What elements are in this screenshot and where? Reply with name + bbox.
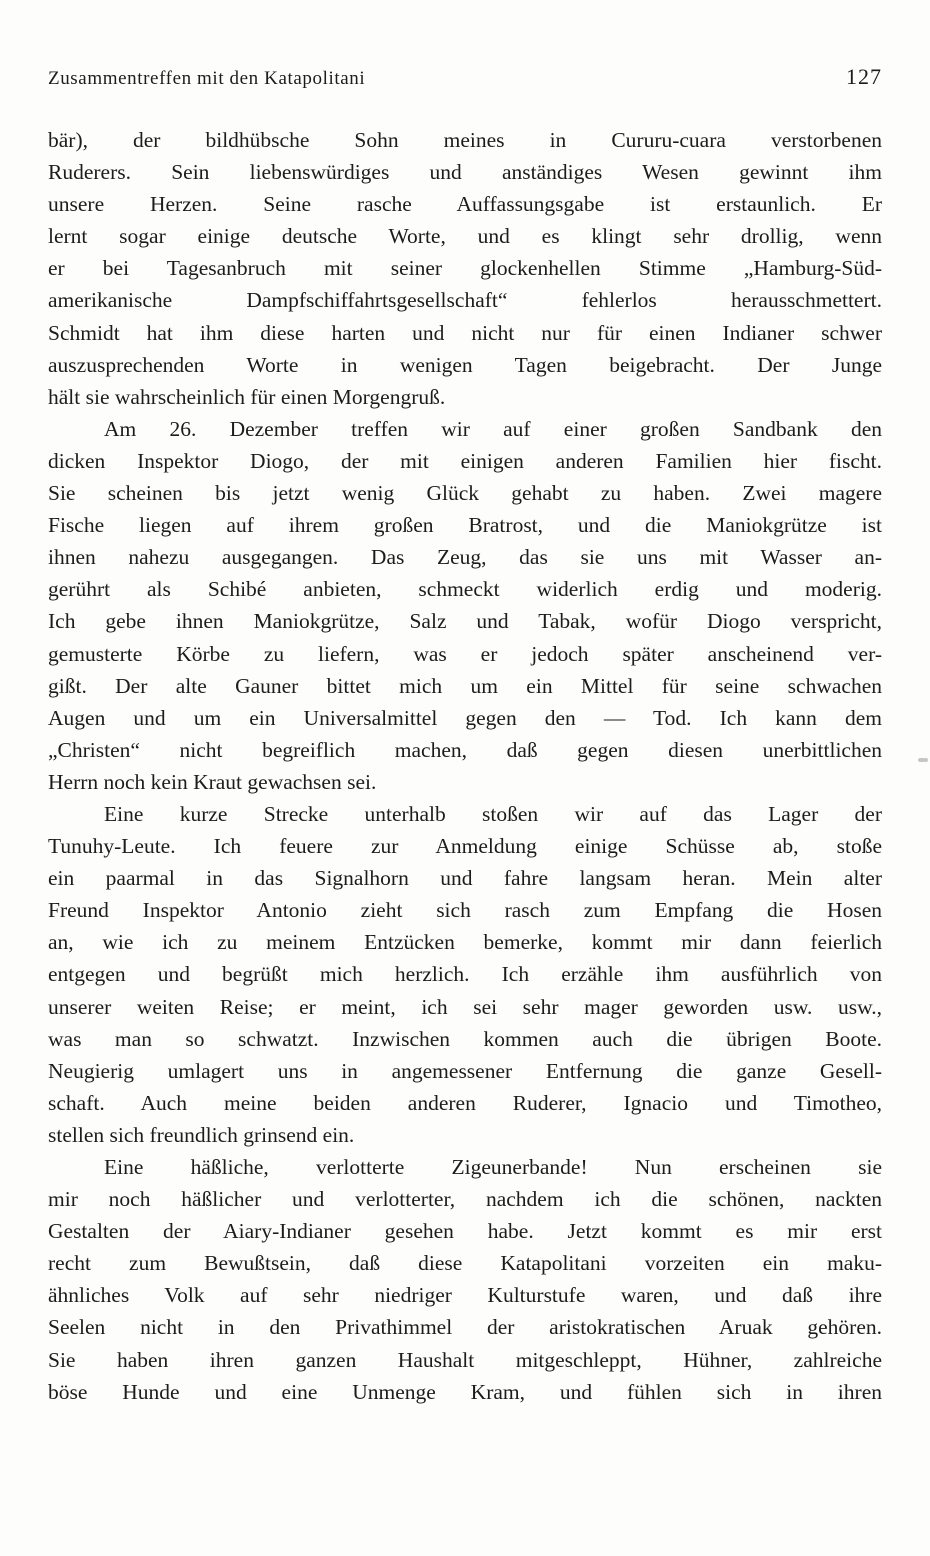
text-line: mir noch häßlicher und verlotterter, nachdem ich die schönen, nackten <box>48 1187 882 1212</box>
text-line: Am 26. Dezember treffen wir auf einer großen Sandbank den <box>104 416 882 441</box>
text-line: Sie haben ihren ganzen Haushalt mitgeschleppt, Hühner, zahlreiche <box>48 1347 882 1372</box>
text-line: Seelen nicht in den Privathimmel der aristokratischen Aruak gehören. <box>48 1315 882 1340</box>
text-line: entgegen und begrüßt mich herzlich. Ich erzähle ihm ausführlich von <box>48 962 882 987</box>
text-line: schaft. Auch meine beiden anderen Ruderer, Ignacio und Timotheo, <box>48 1090 882 1115</box>
text-line: recht zum Bewußtsein, daß diese Katapolitani vorzeiten ein maku- <box>48 1251 882 1276</box>
text-line: Neugierig umlagert uns in angemessener Entfernung die ganze Gesell- <box>48 1058 882 1083</box>
text-line: Augen und um ein Universalmittel gegen den — Tod. Ich kann dem <box>48 705 882 730</box>
page-header <box>48 64 882 90</box>
text-line: unserer weiten Reise; er meint, ich sei sehr mager geworden usw. usw., <box>48 994 882 1019</box>
text-line: er bei Tagesanbruch mit seiner glockenhellen Stimme „Hamburg-Süd- <box>48 256 882 281</box>
text-line: amerikanische Dampfschiffahrtsgesellschaft“ fehlerlos herausschmettert. <box>48 288 882 313</box>
text-line: Eine häßliche, verlotterte Zigeunerbande! Nun erscheinen sie <box>104 1155 882 1179</box>
text-line: auszusprechenden Worte in wenigen Tagen beigebracht. Der Junge <box>48 352 882 377</box>
text-line: ihnen nahezu ausgegangen. Das Zeug, das sie uns mit Wasser an- <box>48 545 882 570</box>
text-line: Eine kurze Strecke unterhalb stoßen wir auf das Lager der <box>104 801 882 826</box>
text-line: Tunuhy-Leute. Ich feuere zur Anmeldung einige Schüsse ab, stoße <box>48 834 882 859</box>
text-line: ein paarmal in das Signalhorn und fahre langsam heran. Mein alter <box>48 866 882 891</box>
text-line: Ich gebe ihnen Maniokgrütze, Salz und Tabak, wofür Diogo verspricht, <box>48 609 882 634</box>
text-line: Freund Inspektor Antonio zieht sich rasch zum Empfang die Hosen <box>48 898 882 923</box>
running-title: Zusammentreffen mit den Katapolitani <box>48 68 366 89</box>
text-line: unsere Herzen. Seine rasche Auffassungsgabe ist erstaunlich. Er <box>48 192 882 217</box>
text-line: lernt sogar einige deutsche Worte, und es klingt sehr drollig, wenn <box>48 224 882 249</box>
scan-artifact-mark <box>918 758 928 762</box>
text-line: Gestalten der Aiary-Indianer gesehen habe. Jetzt kommt es mir erst <box>48 1219 882 1244</box>
text-line: böse Hunde und eine Unmenge Kram, und fühlen sich in ihren <box>48 1379 882 1404</box>
text-line: „Christen“ nicht begreiflich machen, daß gegen diesen unerbittlichen <box>48 737 882 762</box>
text-line: gißt. Der alte Gauner bittet mich um ein Mittel für seine schwachen <box>48 673 882 698</box>
text-line: gerührt als Schibé anbieten, schmeckt widerlich erdig und moderig. <box>48 577 882 602</box>
text-line: Fische liegen auf ihrem großen Bratrost, und die Maniokgrütze ist <box>48 513 882 538</box>
text-line: ähnliches Volk auf sehr niedriger Kulturstufe waren, und daß ihre <box>48 1283 882 1308</box>
text-line: hält sie wahrscheinlich für einen Morgengruß. <box>48 384 446 409</box>
text-line: stellen sich freundlich grinsend ein. <box>48 1122 355 1147</box>
text-line: Schmidt hat ihm diese harten und nicht nur für einen Indianer schwer <box>48 320 882 345</box>
text-line: Sie scheinen bis jetzt wenig Glück gehabt zu haben. Zwei magere <box>48 481 882 506</box>
text-block <box>48 124 882 1408</box>
text-line: Ruderers. Sein liebenswürdiges und anständiges Wesen gewinnt ihm <box>48 160 882 185</box>
text-line: an, wie ich zu meinem Entzücken bemerke, kommt mir dann feierlich <box>48 930 882 955</box>
text-line: was man so schwatzt. Inzwischen kommen auch die übrigen Boote. <box>48 1026 882 1051</box>
text-line: gemusterte Körbe zu liefern, was er jedoch später anscheinend ver- <box>48 641 882 666</box>
text-line: bär), der bildhübsche Sohn meines in Cururu-cuara verstorbenen <box>48 128 882 152</box>
page-number: 127 <box>846 64 882 89</box>
text-line: Herrn noch kein Kraut gewachsen sei. <box>48 769 377 794</box>
text-line: dicken Inspektor Diogo, der mit einigen anderen Familien hier fischt. <box>48 448 882 473</box>
